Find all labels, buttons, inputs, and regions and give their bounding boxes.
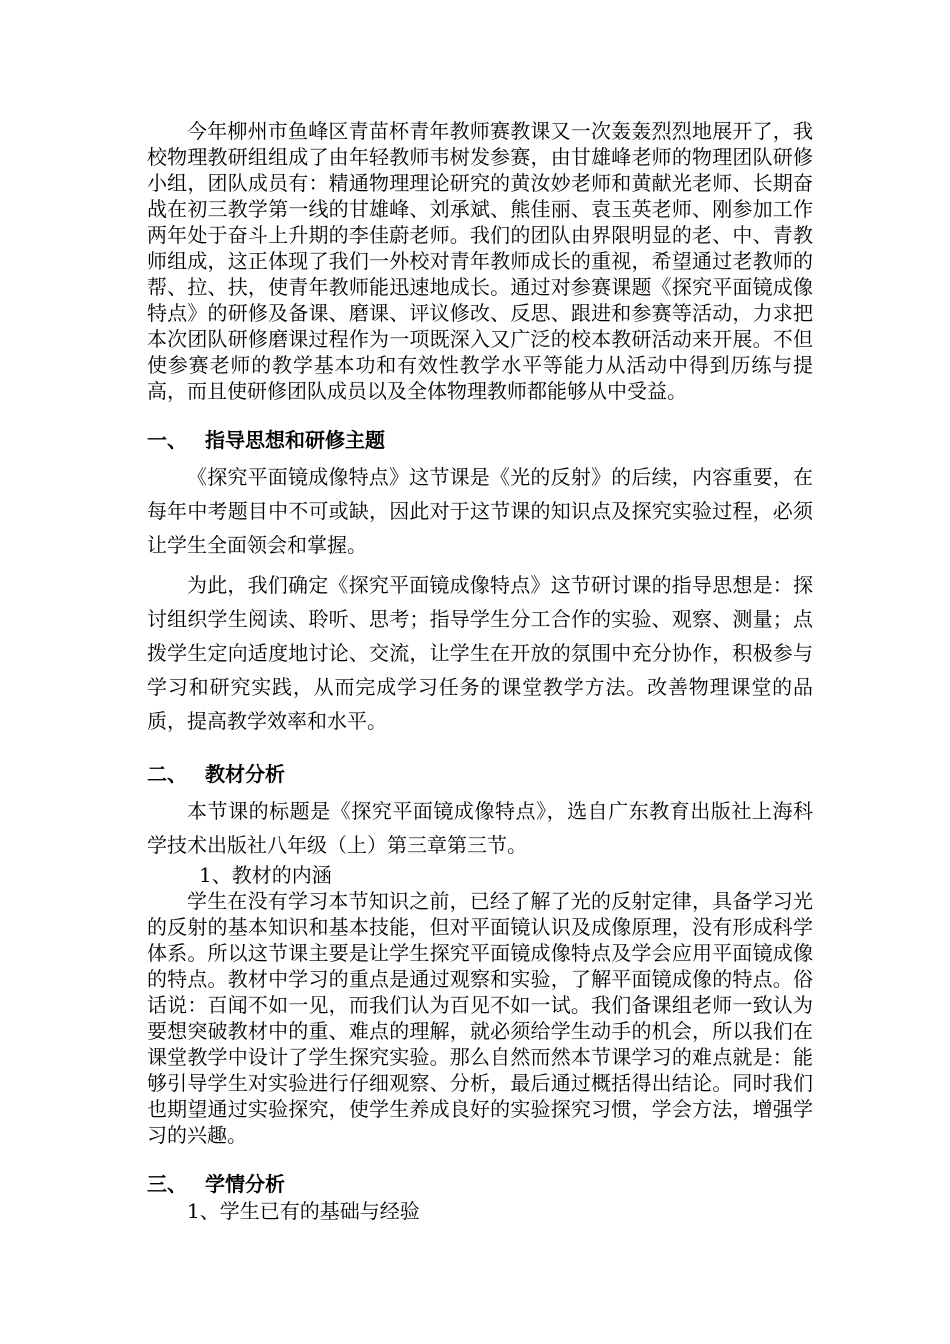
section-2-number: 二、	[147, 762, 187, 786]
section-2-paragraph-2: 学生在没有学习本节知识之前，已经了解了光的反射定律，具备学习光的反射的基本知识和基本技能，但对平面镜认识及成像原理，没有形成科学体系。所以这节课主要是让学生探究平面镜成像特点及学会应用平面镜成像的特点。教材中学习的重点是通过观察和实验，了解平面镜成像的特点。俗话说：百闻不如一见，而我们认为百见不如一试。我们备课组老师一致认为要想突破教材中的重、难点的理解，就必须给学生动手的机会，所以我们在课堂教学中设计了学生探究实验。那么自然而然本节课学习的难点就是：能够引导学生对实验进行仔细观察、分析，最后通过概括得出结论。同时我们也期望通过实验探究，使学生养成良好的实验探究习惯，学会方法，增强学习的兴趣。	[147, 889, 813, 1147]
section-1-title: 指导思想和研修主题	[205, 428, 385, 452]
section-1-number: 一、	[147, 428, 187, 452]
section-2-heading	[147, 760, 813, 788]
intro-paragraph: 今年柳州市鱼峰区青苗杯青年教师赛教课又一次轰轰烈烈地展开了，我校物理教研组组成了由年轻教师韦树发参赛，由甘雄峰老师的物理团队研修小组，团队成员有：精通物理理论研究的黄汝妙老师和黄献光老师、长期奋战在初三教学第一线的甘雄峰、刘承斌、熊佳丽、袁玉英老师、刚参加工作两年处于奋斗上升期的李佳蔚老师。我们的团队由界限明显的老、中、青教师组成，这正体现了我们一外校对青年教师成长的重视，希望通过老教师的帮、拉、扶，使青年教师能迅速地成长。通过对参赛课题《探究平面镜成像特点》的研修及备课、磨课、评议修改、反思、跟进和参赛等活动，力求把本次团队研修磨课过程作为一项既深入又广泛的校本教研活动来开展。不但使参赛老师的教学基本功和有效性教学水平等能力从活动中得到历练与提高，而且使研修团队成员以及全体物理教师都能够从中受益。	[147, 119, 813, 403]
section-3-number: 三、	[147, 1172, 187, 1196]
section-2-paragraph-1: 本节课的标题是《探究平面镜成像特点》，选自广东教育出版社上海科学技术出版社八年级（上）第三章第三节。	[147, 799, 813, 857]
section-1-heading	[147, 426, 813, 454]
section-2-subheading: 1、教材的内涵	[199, 863, 332, 887]
section-1-paragraph-1: 《探究平面镜成像特点》这节课是《光的反射》的后续，内容重要，在每年中考题目中不可或缺，因此对于这节课的知识点及探究实验过程，必须让学生全面领会和掌握。	[147, 465, 813, 557]
section-1-paragraph-2: 为此，我们确定《探究平面镜成像特点》这节研讨课的指导思想是：探讨组织学生阅读、聆听、思考；指导学生分工合作的实验、观察、测量；点拨学生定向适度地讨论、交流，让学生在开放的氛围中充分协作，积极参与学习和研究实践，从而完成学习任务的课堂教学方法。改善物理课堂的品质，提高教学效率和水平。	[147, 573, 813, 733]
document-page	[147, 118, 813, 1224]
section-3-title: 学情分析	[205, 1172, 285, 1196]
section-3-subheading: 1、学生已有的基础与经验	[187, 1199, 420, 1223]
section-3-heading	[147, 1170, 813, 1198]
section-2-title: 教材分析	[205, 762, 285, 786]
